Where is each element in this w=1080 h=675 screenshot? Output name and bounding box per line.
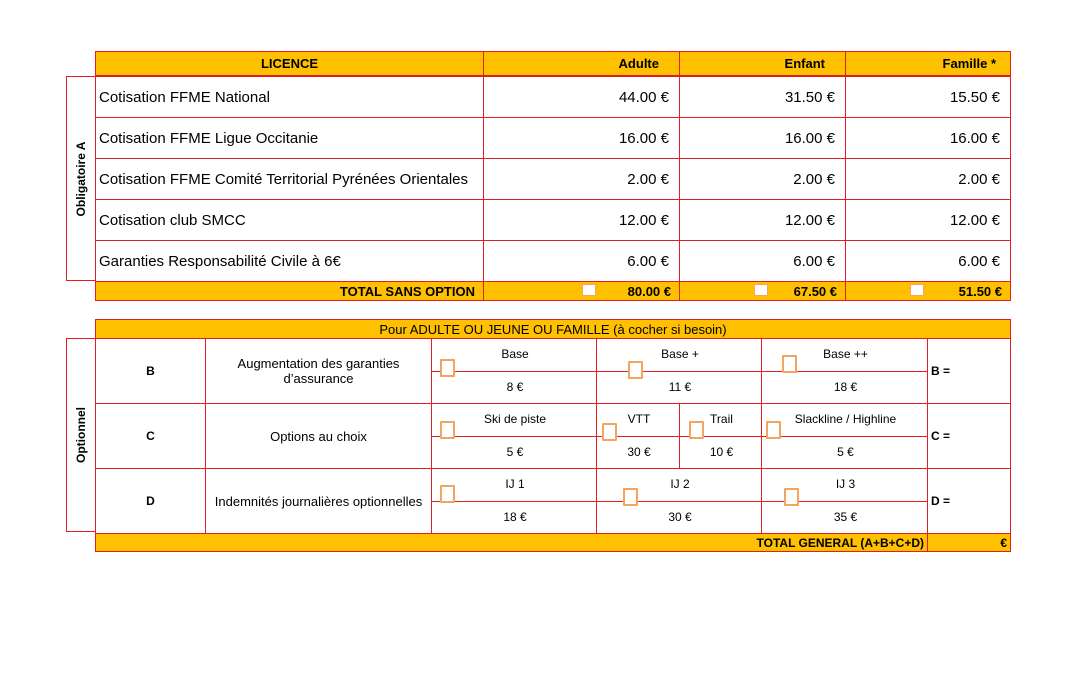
total-general-value: €	[927, 533, 1011, 552]
total-enfant-cell	[679, 281, 846, 301]
total-famille: 51.50 €	[958, 283, 1002, 299]
option-cell	[431, 468, 597, 534]
total-adulte-checkbox[interactable]	[582, 284, 596, 296]
row-enfant: 16.00 €	[679, 117, 846, 159]
option-price: 8 €	[506, 380, 524, 394]
option-cell	[596, 338, 762, 404]
option-name: Base	[501, 347, 529, 361]
options-header: Pour ADULTE OU JEUNE OU FAMILLE (à cocher si besoin)	[95, 319, 1011, 339]
checkbox-ij2[interactable]	[623, 488, 638, 506]
row-label: Cotisation FFME National	[95, 76, 484, 118]
total-sans-option-label: TOTAL SANS OPTION	[95, 281, 484, 301]
option-price: 30 €	[668, 510, 692, 524]
row-description: Indemnités journalières optionnelles	[205, 468, 432, 534]
row-label: Cotisation club SMCC	[95, 199, 484, 241]
result-d: D =	[927, 468, 1011, 534]
row-famille: 12.00 €	[845, 199, 1011, 241]
option-price: 18 €	[833, 380, 858, 394]
total-enfant-checkbox[interactable]	[754, 284, 768, 296]
checkbox-base[interactable]	[440, 359, 455, 377]
option-name: Base +	[661, 347, 699, 361]
option-price: 11 €	[668, 380, 692, 394]
option-cell	[761, 403, 928, 469]
option-cell	[761, 468, 928, 534]
option-price: 5 €	[506, 445, 524, 459]
total-famille-checkbox[interactable]	[910, 284, 924, 296]
option-cell	[679, 403, 762, 469]
row-adulte: 44.00 €	[483, 76, 680, 118]
option-name: VTT	[627, 412, 651, 426]
option-cell	[431, 403, 597, 469]
row-code: B	[95, 338, 206, 404]
row-adulte: 12.00 €	[483, 199, 680, 241]
option-name: IJ 1	[505, 477, 525, 491]
row-enfant: 31.50 €	[679, 76, 846, 118]
total-adulte: 80.00 €	[627, 283, 671, 299]
option-price: 10 €	[709, 445, 734, 459]
row-enfant: 2.00 €	[679, 158, 846, 200]
total-adulte-cell	[483, 281, 680, 301]
option-cell	[596, 403, 680, 469]
option-price: 35 €	[833, 510, 858, 524]
header-adulte: Adulte	[483, 51, 680, 76]
option-name: Base ++	[823, 347, 868, 361]
row-code: C	[95, 403, 206, 469]
checkbox-trail[interactable]	[689, 421, 704, 439]
option-name: IJ 2	[670, 477, 690, 491]
result-b: B =	[927, 338, 1011, 404]
checkbox-base-plus[interactable]	[628, 361, 643, 379]
option-cell	[761, 338, 928, 404]
option-name: Trail	[710, 412, 733, 426]
total-enfant: 67.50 €	[793, 283, 837, 299]
row-famille: 2.00 €	[845, 158, 1011, 200]
row-description: Options au choix	[205, 403, 432, 469]
row-label: Cotisation FFME Ligue Occitanie	[95, 117, 484, 159]
option-name: IJ 3	[835, 477, 856, 491]
checkbox-vtt[interactable]	[602, 423, 617, 441]
row-enfant: 12.00 €	[679, 199, 846, 241]
checkbox-ij1[interactable]	[440, 485, 455, 503]
row-description: Augmentation des garanties d’assurance	[205, 338, 432, 404]
side-label-obligatoire-text: Obligatoire A	[74, 141, 88, 216]
side-label-obligatoire	[66, 76, 96, 281]
option-cell	[596, 468, 762, 534]
row-adulte: 2.00 €	[483, 158, 680, 200]
row-famille: 16.00 €	[845, 117, 1011, 159]
checkbox-slackline[interactable]	[766, 421, 781, 439]
option-cell	[431, 338, 597, 404]
side-label-optionnel-text: Optionnel	[74, 407, 88, 463]
row-famille: 15.50 €	[845, 76, 1011, 118]
row-code: D	[95, 468, 206, 534]
row-adulte: 6.00 €	[483, 240, 680, 282]
side-label-optionnel	[66, 338, 96, 532]
row-label: Garanties Responsabilité Civile à 6€	[95, 240, 484, 282]
row-famille: 6.00 €	[845, 240, 1011, 282]
header-famille: Famille *	[845, 51, 1011, 76]
row-enfant: 6.00 €	[679, 240, 846, 282]
option-name: Ski de piste	[483, 412, 547, 426]
option-price: 30 €	[627, 445, 651, 459]
header-licence: LICENCE	[95, 51, 484, 76]
checkbox-ij3[interactable]	[784, 488, 799, 506]
row-label: Cotisation FFME Comité Territorial Pyrénées Orientales	[95, 158, 484, 200]
option-price: 5 €	[837, 445, 854, 459]
checkbox-base-plus-plus[interactable]	[782, 355, 797, 373]
option-name: Slackline / Highline	[794, 412, 897, 426]
checkbox-ski[interactable]	[440, 421, 455, 439]
row-adulte: 16.00 €	[483, 117, 680, 159]
result-c: C =	[927, 403, 1011, 469]
total-famille-cell	[845, 281, 1011, 301]
total-general-label: TOTAL GENERAL (A+B+C+D)	[95, 533, 928, 552]
header-enfant: Enfant	[679, 51, 846, 76]
option-price: 18 €	[503, 510, 527, 524]
